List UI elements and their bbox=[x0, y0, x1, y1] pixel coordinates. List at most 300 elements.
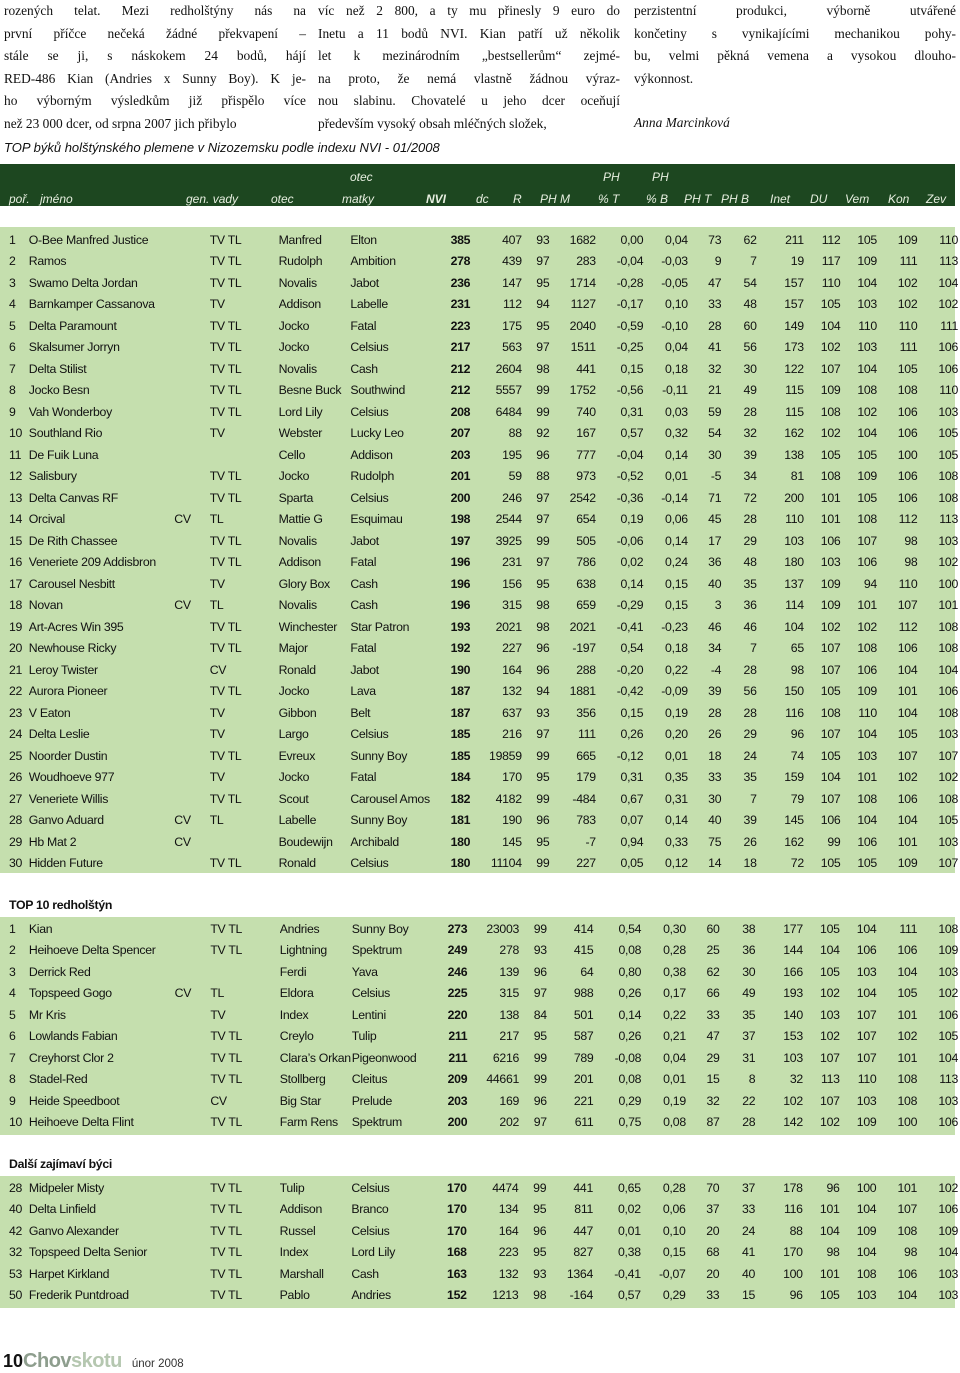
cell-ph-t-pct: 0,57 bbox=[620, 426, 644, 441]
cell-gen-vady: TV TL bbox=[210, 1245, 242, 1260]
cell-daughters: 227 bbox=[502, 641, 522, 656]
cell-sire: Novalis bbox=[278, 275, 317, 290]
cell-ph-b-pct: 0,21 bbox=[663, 1029, 686, 1044]
cell-ph-b: 37 bbox=[741, 1180, 756, 1195]
cell-inet: 19 bbox=[790, 254, 804, 269]
header-maternal-grandsire-top: otec bbox=[350, 170, 373, 184]
cell-ph-t: 28 bbox=[708, 705, 722, 720]
cell-zev: 108 bbox=[938, 791, 958, 806]
cell-name: Orcival bbox=[28, 512, 65, 527]
cell-ph-t-pct: -0,20 bbox=[616, 662, 644, 677]
table-row bbox=[0, 1047, 960, 1069]
cell-name: Hidden Future bbox=[28, 856, 103, 871]
cell-ph-m: 111 bbox=[578, 727, 596, 742]
cell-sire: Glory Box bbox=[278, 576, 330, 591]
cell-reliability: 95 bbox=[533, 1202, 547, 1217]
table-row bbox=[0, 509, 960, 531]
cell-vem: 104 bbox=[857, 426, 877, 441]
cell-zev: 103 bbox=[938, 1093, 958, 1108]
cell-kon: 101 bbox=[897, 1007, 918, 1022]
cell-genetic-defect bbox=[174, 767, 209, 789]
cell-du: 103 bbox=[820, 555, 841, 570]
cell-daughters: 563 bbox=[502, 340, 522, 355]
cell-rank: 53 bbox=[9, 1266, 23, 1281]
cell-nvi: 192 bbox=[450, 641, 471, 656]
cell-ph-b-pct: 0,15 bbox=[665, 576, 688, 591]
extra-bulls-table bbox=[0, 1177, 960, 1306]
cell-du: 98 bbox=[826, 1245, 840, 1260]
cell-name: Southland Rio bbox=[28, 426, 103, 441]
cell-gen-vady: TL bbox=[209, 598, 224, 613]
cell-daughters: 147 bbox=[502, 275, 522, 290]
cell-ph-b: 22 bbox=[742, 1093, 756, 1108]
table-row bbox=[0, 659, 960, 681]
cell-reliability: 94 bbox=[536, 684, 550, 699]
cell-du: 102 bbox=[820, 1115, 840, 1130]
cell-ph-b-pct: 0,01 bbox=[665, 469, 688, 484]
cell-gen-vady: TV TL bbox=[209, 361, 242, 376]
cell-inet: 81 bbox=[790, 469, 804, 484]
cell-daughters: 3925 bbox=[495, 533, 522, 548]
cell-genetic-defect bbox=[175, 1069, 211, 1091]
cell-rank: 1 bbox=[9, 921, 16, 936]
cell-zev: 107 bbox=[938, 856, 958, 871]
cell-ph-b-pct: 0,01 bbox=[665, 748, 688, 763]
cell-daughters: 5557 bbox=[495, 383, 522, 398]
cell-genetic-defect bbox=[174, 788, 209, 810]
cell-ph-b-pct: 0,28 bbox=[663, 943, 686, 958]
cell-ph-t-pct: 0,02 bbox=[620, 555, 644, 570]
cell-ph-t-pct: -0,17 bbox=[616, 297, 644, 312]
cell-du: 110 bbox=[821, 275, 841, 290]
cell-vem: 108 bbox=[857, 641, 877, 656]
cell-ph-b-pct: -0,03 bbox=[661, 254, 688, 269]
cell-inet: 180 bbox=[784, 555, 804, 570]
cell-nvi: 170 bbox=[447, 1180, 467, 1195]
cell-daughters: 2604 bbox=[495, 361, 522, 376]
cell-rank: 9 bbox=[9, 1093, 16, 1108]
cell-daughters: 315 bbox=[502, 598, 522, 613]
cell-reliability: 98 bbox=[533, 1288, 547, 1303]
cell-name: Kian bbox=[28, 921, 53, 936]
header-reliability: R bbox=[513, 192, 522, 206]
header-ph-t-top: PH bbox=[603, 170, 620, 184]
cell-ph-t: 62 bbox=[706, 964, 720, 979]
cell-reliability: 96 bbox=[533, 1093, 547, 1108]
cell-maternal-grandsire: Fatal bbox=[350, 770, 377, 785]
cell-inet: 122 bbox=[784, 361, 804, 376]
cell-sire: Lord Lily bbox=[278, 404, 323, 419]
cell-ph-m: -484 bbox=[572, 791, 596, 806]
cell-inet: 110 bbox=[785, 512, 804, 527]
cell-vem: 109 bbox=[857, 684, 877, 699]
cell-ph-t: 71 bbox=[708, 490, 722, 505]
cell-reliability: 97 bbox=[536, 254, 550, 269]
cell-ph-b: 37 bbox=[742, 1029, 756, 1044]
cell-reliability: 99 bbox=[536, 404, 550, 419]
table-title: TOP býků holštýnského plemene v Nizozemsku podle indexu NVI - 01/2008 bbox=[4, 140, 440, 155]
cell-ph-t-pct: 0,00 bbox=[620, 232, 644, 247]
cell-gen-vady: TV TL bbox=[209, 469, 242, 484]
table-row bbox=[0, 1090, 960, 1112]
cell-ph-b: 29 bbox=[743, 533, 757, 548]
cell-daughters: 132 bbox=[498, 1266, 519, 1281]
cell-rank: 6 bbox=[9, 340, 16, 355]
cell-ph-t-pct: 0,14 bbox=[618, 1007, 642, 1022]
header-ph-t: PH T bbox=[684, 192, 712, 206]
cell-gen-vady: TV TL bbox=[209, 856, 242, 871]
cell-vem: 108 bbox=[857, 383, 877, 398]
cell-du: 101 bbox=[820, 490, 841, 505]
cell-ph-b: 38 bbox=[742, 921, 756, 936]
cell-du: 107 bbox=[820, 791, 841, 806]
cell-reliability: 99 bbox=[533, 1072, 547, 1087]
cell-maternal-grandsire: Fatal bbox=[350, 318, 377, 333]
cell-kon: 104 bbox=[897, 662, 918, 677]
cell-ph-b: 54 bbox=[743, 275, 757, 290]
cell-genetic-defect bbox=[175, 940, 211, 962]
cell-reliability: 95 bbox=[536, 576, 550, 591]
cell-rank: 1 bbox=[9, 232, 16, 247]
cell-daughters: 88 bbox=[508, 426, 522, 441]
cell-ph-b: 28 bbox=[743, 512, 757, 527]
cell-nvi: 225 bbox=[447, 986, 468, 1001]
cell-ph-m: 2040 bbox=[569, 318, 596, 333]
cell-daughters: 195 bbox=[502, 447, 522, 462]
cell-ph-t-pct: -0,12 bbox=[616, 748, 644, 763]
cell-daughters: 278 bbox=[499, 943, 520, 958]
cell-nvi: 198 bbox=[450, 512, 471, 527]
cell-ph-b: 32 bbox=[743, 426, 757, 441]
cell-gen-vady: TV TL bbox=[209, 641, 242, 656]
cell-sire: Russel bbox=[279, 1223, 316, 1238]
cell-reliability: 88 bbox=[536, 469, 550, 484]
cell-rank: 7 bbox=[9, 361, 16, 376]
table-row bbox=[0, 853, 960, 875]
cell-kon: 98 bbox=[904, 533, 918, 548]
cell-ph-b-pct: 0,38 bbox=[663, 964, 686, 979]
cell-ph-t: -4 bbox=[710, 662, 722, 677]
cell-gen-vady: TV TL bbox=[209, 404, 242, 419]
cell-gen-vady: CV bbox=[209, 662, 227, 677]
cell-ph-t: 33 bbox=[706, 1288, 720, 1303]
cell-kon: 106 bbox=[897, 1266, 918, 1281]
cell-ph-b: 7 bbox=[750, 791, 757, 806]
table-row bbox=[0, 745, 960, 767]
cell-rank: 5 bbox=[9, 1007, 16, 1022]
cell-rank: 42 bbox=[9, 1223, 23, 1238]
cell-ph-b: 18 bbox=[743, 856, 757, 871]
cell-name: Barnkamper Cassanova bbox=[28, 297, 155, 312]
cell-ph-b: 36 bbox=[743, 598, 757, 613]
header-rank: poř. bbox=[9, 192, 30, 206]
table-row bbox=[0, 315, 960, 337]
cell-reliability: 95 bbox=[533, 1029, 547, 1044]
cell-ph-t: 20 bbox=[706, 1266, 720, 1281]
cell-nvi: 212 bbox=[450, 383, 471, 398]
cell-genetic-defect bbox=[175, 1026, 211, 1048]
cell-maternal-grandsire: Belt bbox=[350, 705, 371, 720]
cell-reliability: 84 bbox=[533, 1007, 547, 1022]
cell-kon: 106 bbox=[897, 943, 918, 958]
cell-zev: 106 bbox=[938, 1007, 958, 1022]
cell-ph-b: 41 bbox=[741, 1245, 756, 1260]
cell-maternal-grandsire: Celsius bbox=[350, 856, 389, 871]
cell-reliability: 96 bbox=[533, 1223, 547, 1238]
cell-zev: 108 bbox=[938, 469, 958, 484]
cell-maternal-grandsire: Lava bbox=[350, 684, 376, 699]
cell-ph-m: 973 bbox=[576, 469, 596, 484]
cell-daughters: 164 bbox=[498, 1223, 519, 1238]
cell-kon: 109 bbox=[897, 856, 918, 871]
cell-ph-m: 356 bbox=[576, 705, 596, 720]
extra-section-title: Další zajímaví býci bbox=[9, 1157, 112, 1171]
text-line: výkonnost. bbox=[634, 70, 694, 86]
cell-kon: 110 bbox=[898, 318, 918, 333]
cell-vem: 105 bbox=[857, 447, 877, 462]
cell-vem: 107 bbox=[857, 533, 877, 548]
cell-daughters: 156 bbox=[502, 576, 522, 591]
cell-name: Newhouse Ricky bbox=[28, 641, 117, 656]
cell-ph-b: 36 bbox=[742, 943, 756, 958]
table-row bbox=[0, 1177, 960, 1199]
cell-inet: 149 bbox=[784, 318, 804, 333]
cell-ph-m: 1127 bbox=[570, 297, 596, 312]
cell-rank: 16 bbox=[9, 555, 23, 570]
cell-zev: 103 bbox=[938, 964, 958, 979]
cell-maternal-grandsire: Celsius bbox=[351, 1223, 390, 1238]
cell-ph-b-pct: -0,09 bbox=[661, 684, 688, 699]
cell-rank: 13 bbox=[9, 490, 23, 505]
cell-gen-vady bbox=[210, 961, 279, 983]
table-row bbox=[0, 552, 960, 574]
cell-ph-t: 15 bbox=[706, 1072, 720, 1087]
cell-nvi: 187 bbox=[450, 705, 471, 720]
cell-vem: 109 bbox=[857, 469, 877, 484]
cell-sire: Marshall bbox=[279, 1266, 324, 1281]
cell-rank: 8 bbox=[9, 383, 16, 398]
table-row bbox=[0, 466, 960, 488]
cell-sire: Clara’s Orkan bbox=[279, 1050, 351, 1065]
cell-du: 108 bbox=[820, 705, 841, 720]
cell-genetic-defect bbox=[175, 1263, 211, 1285]
cell-vem: 103 bbox=[856, 1093, 877, 1108]
cell-zev: 105 bbox=[938, 426, 958, 441]
cell-ph-m: 786 bbox=[576, 555, 596, 570]
cell-ph-b: 7 bbox=[750, 254, 757, 269]
cell-kon: 111 bbox=[899, 254, 918, 269]
cell-ph-t: 70 bbox=[706, 1180, 720, 1195]
cell-vem: 103 bbox=[856, 964, 877, 979]
cell-du: 105 bbox=[820, 964, 840, 979]
cell-inet: 170 bbox=[783, 1245, 803, 1260]
cell-maternal-grandsire: Celsius bbox=[350, 340, 389, 355]
cell-name: Swamo Delta Jordan bbox=[28, 275, 138, 290]
cell-genetic-defect bbox=[174, 229, 209, 251]
cell-gen-vady: TV TL bbox=[210, 1072, 243, 1087]
cell-du: 108 bbox=[820, 469, 841, 484]
cell-zev: 102 bbox=[938, 986, 958, 1001]
cell-nvi: 196 bbox=[450, 598, 471, 613]
cell-name: O-Bee Manfred Justice bbox=[28, 232, 149, 247]
cell-ph-b-pct: 0,35 bbox=[665, 770, 688, 785]
cell-nvi: 207 bbox=[450, 426, 471, 441]
cell-ph-b: 33 bbox=[741, 1202, 756, 1217]
cell-ph-b-pct: 0,03 bbox=[665, 404, 688, 419]
cell-reliability: 97 bbox=[536, 340, 550, 355]
cell-daughters: 6484 bbox=[495, 404, 522, 419]
cell-maternal-grandsire: Fatal bbox=[350, 555, 377, 570]
cell-inet: 104 bbox=[784, 619, 804, 634]
cell-ph-b-pct: 0,06 bbox=[665, 512, 688, 527]
cell-ph-b: 24 bbox=[741, 1223, 756, 1238]
cell-name: Art-Acres Win 395 bbox=[28, 619, 124, 634]
cell-ph-t: 30 bbox=[708, 791, 722, 806]
header-maternal-grandsire-bottom: matky bbox=[342, 192, 375, 206]
cell-inet: 72 bbox=[790, 856, 804, 871]
cell-ph-t-pct: 0,80 bbox=[618, 964, 642, 979]
cell-reliability: 99 bbox=[533, 1050, 547, 1065]
cell-kon: 107 bbox=[897, 598, 918, 613]
cell-vem: 103 bbox=[856, 1288, 877, 1303]
cell-daughters: 169 bbox=[499, 1093, 520, 1108]
cell-gen-vady: TL bbox=[209, 813, 224, 828]
cell-ph-t-pct: -0,25 bbox=[616, 340, 644, 355]
cell-gen-vady: TV TL bbox=[209, 619, 242, 634]
cell-sire: Lightning bbox=[279, 943, 327, 958]
cell-daughters: 231 bbox=[502, 555, 522, 570]
cell-reliability: 99 bbox=[533, 921, 547, 936]
cell-inet: 162 bbox=[784, 426, 804, 441]
header-kon: Kon bbox=[888, 192, 910, 206]
text-line: Inetu a 11 bodů NVI. Kian patří už několik bbox=[318, 25, 620, 41]
cell-maternal-grandsire: Star Patron bbox=[350, 619, 410, 634]
cell-zev: 103 bbox=[938, 533, 958, 548]
cell-daughters: 407 bbox=[502, 232, 522, 247]
cell-gen-vady: TV TL bbox=[209, 275, 242, 290]
cell-du: 105 bbox=[820, 684, 841, 699]
cell-inet: 145 bbox=[784, 813, 804, 828]
cell-ph-t-pct: 0,02 bbox=[618, 1202, 641, 1217]
cell-ph-m: 654 bbox=[576, 512, 596, 527]
cell-ph-b-pct: 0,01 bbox=[663, 1072, 686, 1087]
table-row bbox=[0, 788, 960, 810]
cell-inet: 142 bbox=[783, 1115, 803, 1130]
cell-du: 103 bbox=[820, 1007, 840, 1022]
cell-inet: 74 bbox=[790, 748, 804, 763]
cell-genetic-defect bbox=[174, 315, 209, 337]
cell-reliability: 97 bbox=[536, 727, 550, 742]
cell-daughters: 164 bbox=[502, 662, 522, 677]
cell-ph-b-pct: 0,19 bbox=[663, 1093, 686, 1108]
header-ph-b-pct: % B bbox=[646, 192, 669, 206]
cell-vem: 104 bbox=[857, 275, 877, 290]
cell-daughters: 223 bbox=[498, 1245, 519, 1260]
cell-vem: 103 bbox=[857, 748, 877, 763]
cell-gen-vady: TV TL bbox=[210, 921, 243, 936]
cell-genetic-defect bbox=[175, 1220, 211, 1242]
cell-vem: 106 bbox=[857, 555, 877, 570]
cell-vem: 104 bbox=[857, 813, 877, 828]
cell-kon: 104 bbox=[897, 705, 918, 720]
cell-nvi: 249 bbox=[447, 943, 468, 958]
cell-name: Delta Paramount bbox=[28, 318, 117, 333]
cell-ph-b-pct: 0,10 bbox=[665, 297, 688, 312]
cell-zev: 102 bbox=[938, 1180, 958, 1195]
cell-du: 109 bbox=[820, 576, 841, 591]
header-ph-m: PH M bbox=[540, 192, 570, 206]
cell-ph-t: 75 bbox=[708, 834, 722, 849]
table-row bbox=[0, 294, 960, 316]
cell-gen-vady: TV TL bbox=[210, 1029, 243, 1044]
cell-ph-t-pct: -0,29 bbox=[616, 598, 644, 613]
cell-kon: 105 bbox=[897, 986, 918, 1001]
cell-nvi: 278 bbox=[450, 254, 471, 269]
cell-reliability: 99 bbox=[536, 533, 550, 548]
cell-inet: 144 bbox=[783, 943, 803, 958]
cell-genetic-defect bbox=[174, 423, 209, 445]
cell-du: 107 bbox=[820, 361, 841, 376]
cell-genetic-defect bbox=[175, 1177, 211, 1199]
cell-maternal-grandsire: Jabot bbox=[350, 275, 379, 290]
text-line: rozených telat. Mezi redholštýny nás na bbox=[4, 3, 306, 18]
cell-gen-vady: TV TL bbox=[210, 1202, 242, 1217]
cell-vem: 101 bbox=[857, 770, 877, 785]
cell-nvi: 163 bbox=[447, 1266, 467, 1281]
text-line: především vysoký obsah mléčných složek, bbox=[318, 115, 547, 131]
cell-genetic-defect: CV bbox=[174, 598, 191, 613]
cell-inet: 96 bbox=[790, 727, 804, 742]
cell-zev: 103 bbox=[938, 404, 958, 419]
table-row bbox=[0, 1026, 960, 1048]
cell-nvi: 208 bbox=[450, 404, 471, 419]
cell-vem: 107 bbox=[856, 1050, 877, 1065]
table-row bbox=[0, 337, 960, 359]
cell-du: 105 bbox=[820, 447, 841, 462]
cell-gen-vady: TV bbox=[209, 297, 225, 312]
cell-inet: 193 bbox=[783, 986, 803, 1001]
cell-ph-b: 49 bbox=[742, 986, 756, 1001]
cell-kon: 106 bbox=[897, 490, 918, 505]
cell-nvi: 217 bbox=[450, 340, 471, 355]
cell-zev: 108 bbox=[938, 705, 958, 720]
cell-kon: 98 bbox=[904, 1245, 918, 1260]
cell-nvi: 185 bbox=[450, 748, 471, 763]
cell-sire: Tulip bbox=[279, 1180, 305, 1195]
cell-sire: Gibbon bbox=[278, 705, 317, 720]
cell-gen-vady: TV TL bbox=[209, 318, 242, 333]
cell-ph-b: 72 bbox=[743, 490, 757, 505]
cell-gen-vady: TV TL bbox=[210, 1288, 242, 1303]
cell-kon: 108 bbox=[897, 1093, 918, 1108]
cell-ph-t: 37 bbox=[706, 1202, 720, 1217]
cell-ph-t-pct: -0,36 bbox=[616, 490, 644, 505]
cell-kon: 108 bbox=[897, 383, 918, 398]
table-row bbox=[0, 423, 960, 445]
cell-genetic-defect bbox=[174, 251, 209, 273]
cell-nvi: 203 bbox=[450, 447, 471, 462]
header-ph-b-top: PH bbox=[652, 170, 669, 184]
cell-kon: 108 bbox=[897, 1223, 918, 1238]
cell-rank: 27 bbox=[9, 791, 23, 806]
cell-nvi: 181 bbox=[450, 813, 471, 828]
cell-du: 104 bbox=[820, 770, 841, 785]
cell-daughters: 190 bbox=[502, 813, 522, 828]
cell-inet: 114 bbox=[785, 598, 804, 613]
header-nvi: NVI bbox=[426, 192, 447, 206]
cell-kon: 100 bbox=[897, 1115, 918, 1130]
cell-maternal-grandsire: Addison bbox=[350, 447, 393, 462]
